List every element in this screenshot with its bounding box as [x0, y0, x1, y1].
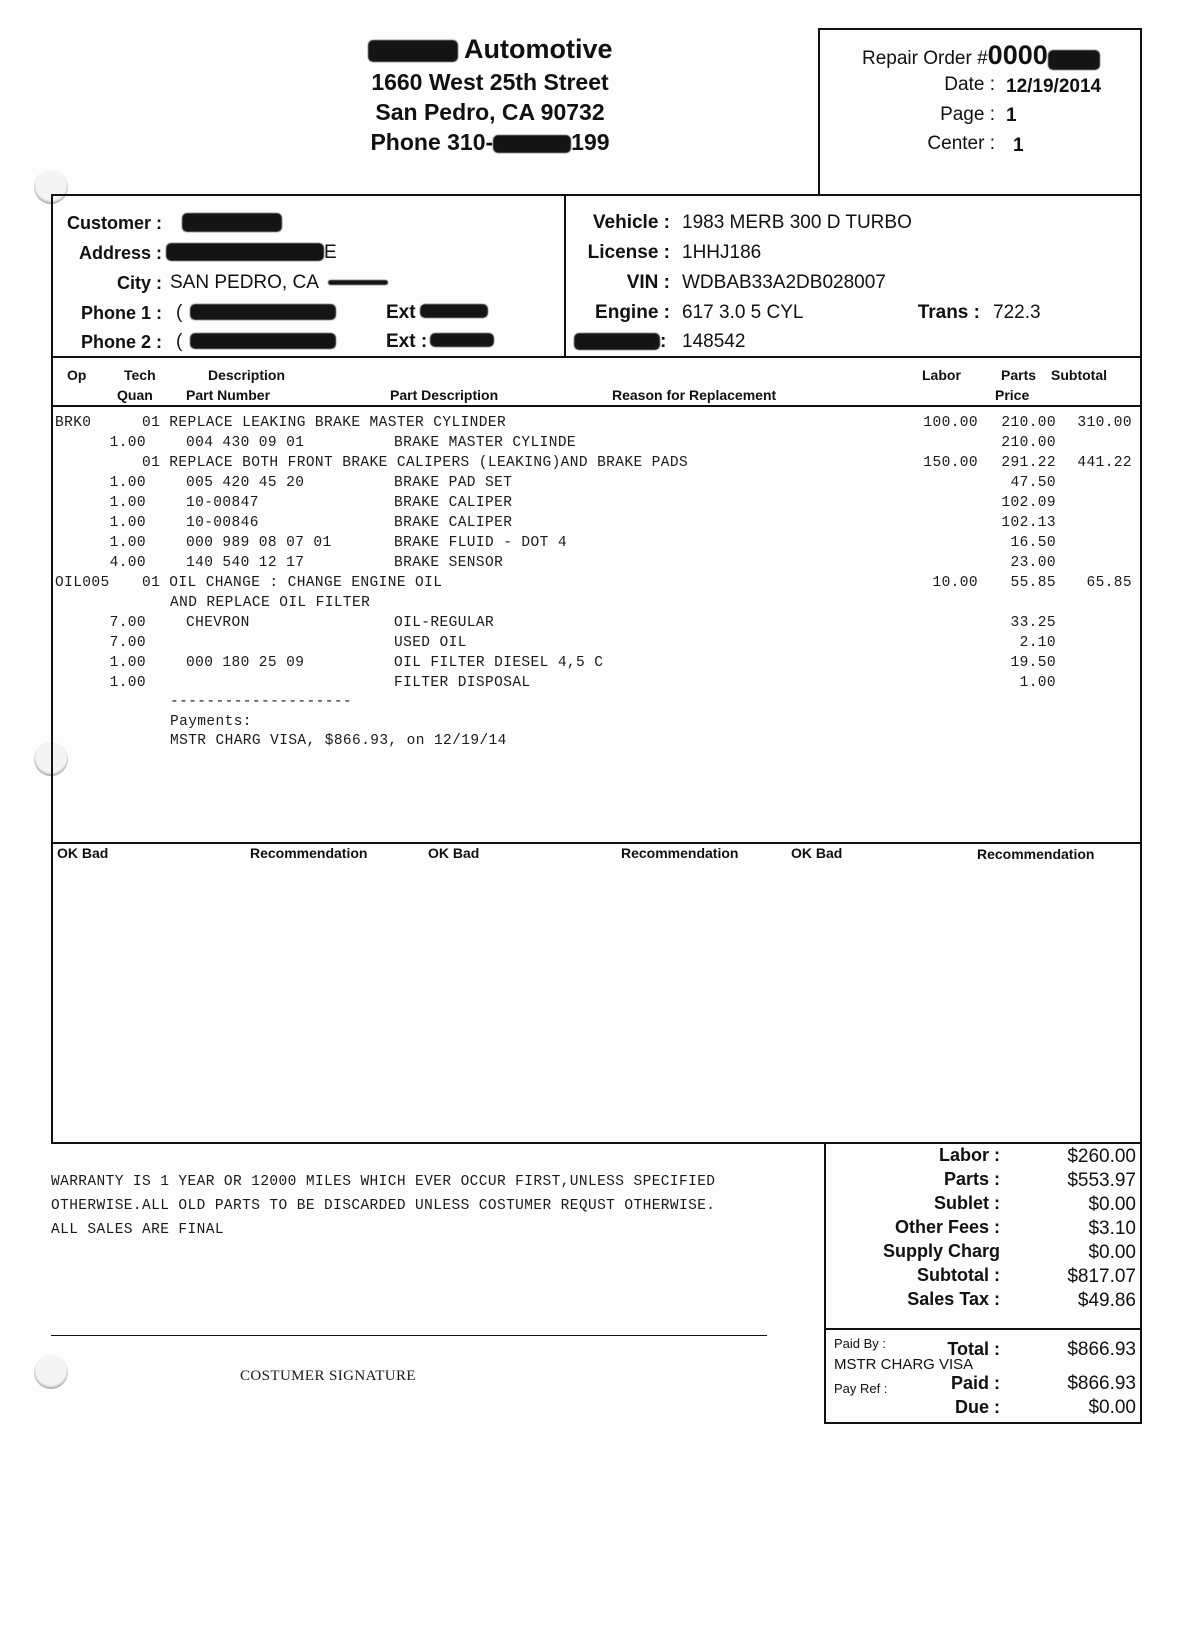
paid-by-value: MSTR CHARG VISA	[834, 1356, 974, 1373]
redacted-phone	[493, 135, 571, 153]
line-qty: 1.00	[109, 435, 146, 451]
line-desc: FILTER DISPOSAL	[394, 675, 531, 691]
redacted-ext2	[430, 333, 494, 347]
engine-label: Engine :	[595, 302, 670, 323]
line-part: 01 OIL CHANGE : CHANGE ENGINE OIL	[142, 575, 443, 591]
line-part: 000 180 25 09	[186, 655, 305, 671]
line-qty: 1.00	[109, 655, 146, 671]
trans-label: Trans :	[917, 302, 980, 323]
line-qty: 4.00	[109, 555, 146, 571]
redacted-shop-prefix	[368, 40, 458, 62]
license-label: License :	[587, 242, 670, 263]
totals-value: $49.86	[1077, 1290, 1136, 1311]
mileage-value: 148542	[682, 331, 746, 352]
phone2-label: Phone 2 :	[80, 332, 162, 352]
recommendation-1: Recommendation	[250, 845, 368, 861]
vin-value: WDBAB33A2DB028007	[682, 272, 886, 293]
ext-label-2: Ext :	[386, 331, 428, 352]
warranty-line-3: ALL SALES ARE FINAL	[51, 1222, 224, 1238]
line-labor: 100.00	[923, 415, 978, 431]
address-label: Address :	[78, 243, 162, 263]
paid-value: $866.93	[1067, 1373, 1136, 1394]
line-op: BRK0	[55, 415, 92, 431]
totals-label: Parts :	[943, 1169, 1000, 1189]
warranty-line-1: WARRANTY IS 1 YEAR OR 12000 MILES WHICH EVER OCCUR FIRST,UNLESS SPECIFIED	[51, 1174, 716, 1190]
line-part: 01 REPLACE LEAKING BRAKE MASTER CYLINDER	[142, 415, 507, 431]
payments-label: Payments:	[170, 714, 252, 730]
line-desc: OIL FILTER DIESEL 4,5 C	[394, 655, 604, 671]
line-qty: 7.00	[109, 615, 146, 631]
ext-label-1: Ext	[386, 302, 416, 323]
redacted-customer	[182, 213, 282, 232]
warranty-line-2: OTHERWISE.ALL OLD PARTS TO BE DISCARDED UNLESS COSTUMER REQUST OTHERWISE.	[51, 1198, 716, 1214]
page-label: Page :	[940, 104, 995, 125]
line-price: 1.00	[1019, 675, 1056, 691]
col-subtotal: Subtotal	[1051, 367, 1107, 383]
center-label: Center :	[927, 133, 995, 154]
shop-header	[250, 34, 730, 156]
totals-value: $0.00	[1088, 1194, 1136, 1215]
totals-value: $260.00	[1067, 1146, 1136, 1167]
line-part: CHEVRON	[186, 615, 250, 631]
recommendation-3: Recommendation	[977, 846, 1095, 862]
line-price: 2.10	[1019, 635, 1056, 651]
customer-city: SAN PEDRO, CA	[170, 272, 319, 293]
totals-label: Labor :	[939, 1145, 1000, 1165]
city-label: City :	[117, 273, 162, 293]
line-price: 210.00	[1001, 415, 1056, 431]
col-price: Price	[995, 387, 1030, 403]
redacted-mileage-label	[574, 333, 660, 350]
line-price: 47.50	[1010, 475, 1056, 491]
line-price: 23.00	[1010, 555, 1056, 571]
redacted-phone2	[190, 333, 336, 349]
center-number: 1	[1013, 135, 1024, 156]
line-qty: 1.00	[109, 495, 146, 511]
totals-label: Subtotal :	[917, 1265, 1000, 1285]
line-qty: 7.00	[109, 635, 146, 651]
totals-value: $817.07	[1067, 1266, 1136, 1287]
totals-value: $553.97	[1067, 1170, 1136, 1191]
shop-phone: Phone 310- 199	[370, 129, 610, 155]
page-number: 1	[1006, 105, 1017, 126]
col-labor: Labor	[922, 367, 961, 383]
col-part-description: Part Description	[390, 387, 499, 403]
line-part: AND REPLACE OIL FILTER	[170, 595, 371, 611]
totals-value: $0.00	[1088, 1242, 1136, 1263]
line-price: 55.85	[1010, 575, 1056, 591]
line-price: 291.22	[1001, 455, 1056, 471]
recommendations-box	[51, 842, 1142, 1144]
address-tail: E	[324, 242, 337, 263]
line-desc: USED OIL	[394, 635, 467, 651]
ok-bad-1: OK Bad	[57, 845, 109, 861]
ok-bad-3: OK Bad	[791, 845, 843, 861]
line-subtotal: 310.00	[1077, 415, 1132, 431]
totals-label: Supply Charg	[882, 1241, 1000, 1261]
line-desc: BRAKE PAD SET	[394, 475, 513, 491]
shop-street: 1660 West 25th Street	[371, 69, 609, 95]
line-qty: 1.00	[109, 475, 146, 491]
pay-ref-label: Pay Ref :	[834, 1381, 888, 1396]
recommendation-2: Recommendation	[621, 845, 739, 861]
shop-name: Automotive	[464, 34, 613, 64]
line-desc: BRAKE SENSOR	[394, 555, 504, 571]
line-desc: BRAKE FLUID - DOT 4	[394, 535, 567, 551]
redacted-ext1	[420, 304, 488, 318]
col-parts: Parts	[1001, 367, 1037, 383]
col-tech: Tech	[124, 367, 156, 383]
mileage-colon: :	[660, 331, 667, 352]
line-part: 10-00846	[186, 515, 259, 531]
line-qty: 1.00	[109, 535, 146, 551]
line-part: 000 989 08 07 01	[186, 535, 332, 551]
date-label: Date :	[944, 74, 995, 95]
total-label: Total :	[947, 1339, 1000, 1359]
line-part: 005 420 45 20	[186, 475, 305, 491]
paid-by-label: Paid By :	[834, 1336, 887, 1351]
line-qty: 1.00	[109, 515, 146, 531]
line-part: 004 430 09 01	[186, 435, 305, 451]
line-price: 16.50	[1010, 535, 1056, 551]
line-labor: 150.00	[923, 455, 978, 471]
license-value: 1HHJ186	[682, 242, 762, 263]
totals-value: $3.10	[1088, 1218, 1136, 1239]
line-op: OIL005	[55, 575, 110, 591]
payment-entry: MSTR CHARG VISA, $866.93, on 12/19/14	[170, 733, 507, 749]
line-labor: 10.00	[932, 575, 978, 591]
vin-label: VIN :	[626, 272, 670, 293]
redacted-phone1	[190, 304, 336, 320]
signature-label: COSTUMER SIGNATURE	[240, 1368, 416, 1384]
due-value: $0.00	[1088, 1397, 1136, 1418]
total-value: $866.93	[1067, 1339, 1136, 1360]
signature-line	[51, 1335, 767, 1336]
due-label: Due :	[955, 1397, 1000, 1417]
redacted-zip	[328, 280, 388, 285]
engine-value: 617 3.0 5 CYL	[682, 302, 804, 323]
repair-order-number: Repair Order #0000	[862, 40, 1100, 71]
ok-bad-2: OK Bad	[428, 845, 480, 861]
col-quan: Quan	[117, 387, 153, 403]
line-subtotal: 441.22	[1077, 455, 1132, 471]
line-price: 102.13	[1001, 515, 1056, 531]
trans-value: 722.3	[993, 302, 1041, 323]
line-price: 210.00	[1001, 435, 1056, 451]
shop-city: San Pedro, CA 90732	[375, 99, 605, 125]
line-price: 102.09	[1001, 495, 1056, 511]
vehicle-value: 1983 MERB 300 D TURBO	[682, 212, 912, 233]
customer-label: Customer :	[66, 213, 162, 233]
line-price: 33.25	[1010, 615, 1056, 631]
line-desc: OIL-REGULAR	[394, 615, 495, 631]
line-desc: BRAKE CALIPER	[394, 515, 513, 531]
totals-label: Sublet :	[934, 1193, 1000, 1213]
line-price: 19.50	[1010, 655, 1056, 671]
order-date: 12/19/2014	[1006, 76, 1102, 97]
binder-hole-bottom	[34, 1355, 68, 1389]
vehicle-label: Vehicle :	[592, 212, 670, 233]
line-subtotal: 65.85	[1086, 575, 1132, 591]
line-part: 10-00847	[186, 495, 259, 511]
col-description: Description	[208, 367, 286, 383]
col-part-number: Part Number	[186, 387, 271, 403]
totals-label: Sales Tax :	[907, 1289, 1000, 1309]
line-part: 140 540 12 17	[186, 555, 305, 571]
redacted-address	[166, 243, 324, 261]
col-op: Op	[67, 367, 87, 383]
line-qty: 1.00	[109, 675, 146, 691]
line-desc: BRAKE MASTER CYLINDE	[394, 435, 577, 451]
totals-label: Other Fees :	[894, 1217, 1000, 1237]
paid-label: Paid :	[950, 1373, 1000, 1393]
phone1-label: Phone 1 :	[80, 303, 162, 323]
col-reason: Reason for Replacement	[612, 387, 777, 403]
line-desc: BRAKE CALIPER	[394, 495, 513, 511]
line-part: 01 REPLACE BOTH FRONT BRAKE CALIPERS (LEAKING)AND BRAKE PADS	[142, 455, 689, 471]
payments-divider: --------------------	[170, 694, 353, 710]
